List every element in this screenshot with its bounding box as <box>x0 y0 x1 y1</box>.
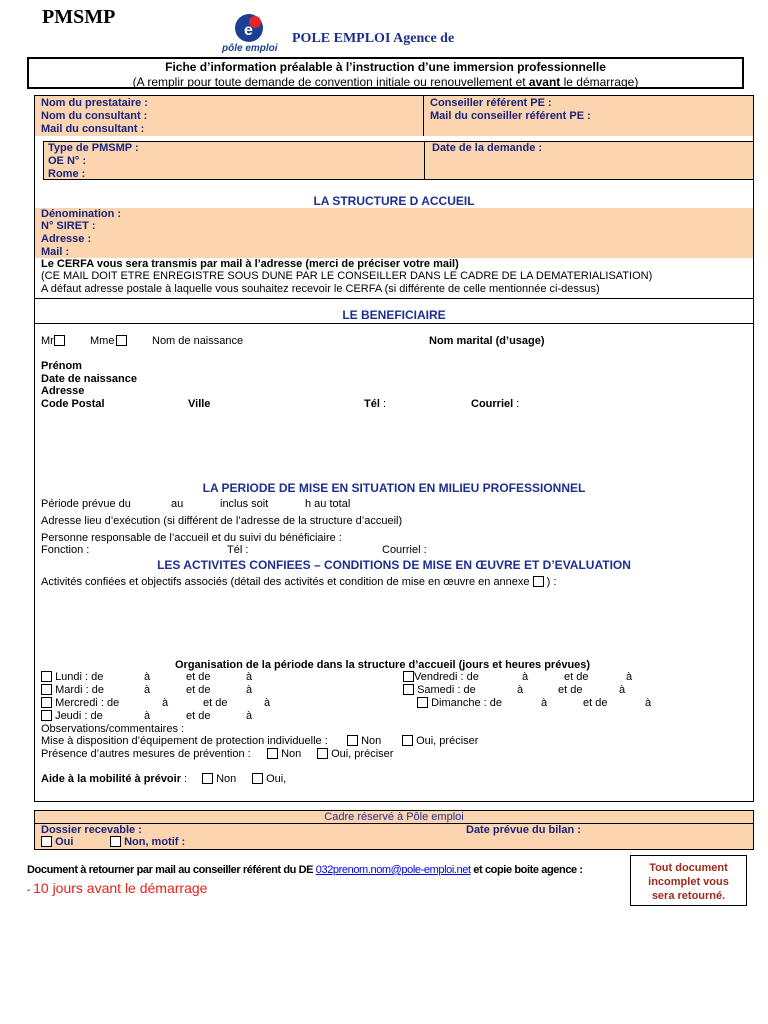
ville[interactable]: Ville <box>188 398 211 410</box>
title-line2-a: (A remplir pour toute demande de convention initiale ou renouvellement et <box>132 75 529 89</box>
retour-instructions <box>27 864 583 876</box>
day-mardi[interactable] <box>41 684 104 696</box>
aide-non-checkbox[interactable] <box>202 773 213 784</box>
et-de-label: et de <box>203 697 228 709</box>
aide-mobilite-label: Aide à la mobilité à prévoir <box>41 773 181 785</box>
cerfa-line1: Le CERFA vous sera transmis par mail à l’adresse (merci de préciser votre mail) <box>41 258 459 270</box>
adresse-lieu-execution[interactable]: Adresse lieu d’exécution (si différent de l’adresse de la structure d’accueil) <box>41 515 403 527</box>
day-label: Samedi : <box>417 684 461 696</box>
date-naissance[interactable]: Date de naissance <box>41 373 137 385</box>
a-label: à <box>162 697 169 709</box>
day-vendredi[interactable] <box>403 671 479 683</box>
section-beneficiaire-heading: LE BENEFICIAIRE <box>342 308 446 322</box>
day-lundi[interactable] <box>41 671 103 683</box>
date-demande[interactable]: Date de la demande : <box>432 142 543 154</box>
agency-email-link[interactable]: 032prenom.nom@pole-emploi.net <box>315 864 471 876</box>
dossier-recevable: Dossier recevable : <box>41 824 142 836</box>
conseiller-referent[interactable]: Conseiller référent PE : <box>430 97 552 109</box>
a-label: à <box>246 684 253 696</box>
de-label: de <box>91 684 104 696</box>
non-motif-label: Non, motif : <box>124 836 186 848</box>
periode-prevue-label: Période prévue du <box>41 498 131 510</box>
periode-inclus-label: inclus soit <box>220 498 269 510</box>
divider <box>34 323 754 324</box>
et-de-label: et de <box>558 684 583 696</box>
day-label: Lundi : <box>55 671 89 683</box>
de-label: de <box>90 710 103 722</box>
oui-label: Oui, <box>266 773 287 785</box>
mr-checkbox[interactable] <box>54 335 65 346</box>
pmsmp-block <box>43 141 754 180</box>
nom-consultant[interactable]: Nom du consultant : <box>41 110 148 122</box>
responsable-tel[interactable]: Tél : <box>227 544 249 556</box>
de-label: de <box>107 697 120 709</box>
tel-label: Tél <box>364 398 380 410</box>
a-label: à <box>144 671 151 683</box>
mail-consultant[interactable]: Mail du consultant : <box>41 123 145 135</box>
code-postal[interactable]: Code Postal <box>41 398 105 410</box>
annexe-checkbox[interactable] <box>533 576 544 587</box>
et-de-label: et de <box>186 671 211 683</box>
de-label: de <box>466 671 479 683</box>
a-label: à <box>522 671 529 683</box>
retour-text-b: et copie boite agence : <box>470 864 583 876</box>
periode-total-hours: h au total <box>305 498 351 510</box>
day-label: Jeudi : <box>55 710 88 722</box>
pmsmp-divider <box>424 141 425 180</box>
et-de-label: et de <box>564 671 589 683</box>
day-mercredi[interactable] <box>41 697 119 709</box>
epi-oui[interactable] <box>402 735 478 747</box>
cerfa-line2: (CE MAIL DOIT ETRE ENREGISTRE SOUS DUNE PAR LE CONSEILLER DANS LE CADRE DE LA DEMATERIALISATION) <box>41 270 653 282</box>
day-dimanche[interactable] <box>417 697 502 709</box>
date-bilan[interactable]: Date prévue du bilan : <box>466 824 581 836</box>
section-periode-heading: LA PERIODE DE MISE EN SITUATION EN MILIEU PROFESSIONNEL <box>202 481 586 495</box>
responsable-fonction[interactable]: Fonction : <box>41 544 90 556</box>
mme-label: Mme <box>90 335 115 347</box>
day-checkbox[interactable] <box>41 697 52 708</box>
day-checkbox[interactable] <box>41 684 52 695</box>
beneficiaire-courriel[interactable] <box>471 398 519 410</box>
siret[interactable]: N° SIRET : <box>41 220 96 232</box>
day-checkbox[interactable] <box>41 710 52 721</box>
mr-option[interactable] <box>41 335 65 347</box>
cadre-heading: Cadre réservé à Pôle emploi <box>324 811 464 823</box>
a-label: à <box>517 684 524 696</box>
rome-code[interactable]: Rome : <box>48 168 86 180</box>
section-activites-heading: LES ACTIVITES CONFIEES – CONDITIONS DE MISE EN ŒUVRE ET D’EVALUATION <box>157 558 631 572</box>
structure-block <box>35 208 753 258</box>
de-label: de <box>463 684 476 696</box>
epi-non[interactable] <box>347 735 381 747</box>
structure-adresse[interactable]: Adresse : <box>41 233 92 245</box>
prevention-oui-checkbox[interactable] <box>317 748 328 759</box>
mme-checkbox[interactable] <box>116 335 127 346</box>
nom-marital[interactable]: Nom marital (d’usage) <box>429 335 545 347</box>
epi-question <box>41 735 328 747</box>
prevention-non[interactable] <box>267 748 301 760</box>
day-checkbox[interactable] <box>417 697 428 708</box>
personne-responsable[interactable]: Personne responsable de l’accueil et du suivi du bénéficiaire : <box>41 532 342 544</box>
oui-label: Oui <box>55 836 74 848</box>
title-line2-c: le démarrage) <box>560 75 639 89</box>
day-label: Mardi : <box>55 684 89 696</box>
section-structure-heading: LA STRUCTURE D ACCUEIL <box>313 194 475 208</box>
activites-text-end: ) : <box>543 576 557 588</box>
day-label: Dimanche : <box>431 697 487 709</box>
dossier-non[interactable] <box>110 836 185 848</box>
dossier-non-checkbox[interactable] <box>110 836 121 847</box>
mr-label: Mr <box>41 335 54 347</box>
day-checkbox[interactable] <box>41 671 52 682</box>
mail-conseiller[interactable]: Mail du conseiller référent PE : <box>430 110 591 122</box>
day-checkbox[interactable] <box>403 671 414 682</box>
prevention-non-checkbox[interactable] <box>267 748 278 759</box>
et-de-label: et de <box>583 697 608 709</box>
beneficiaire-tel[interactable] <box>364 398 386 410</box>
a-label: à <box>144 684 151 696</box>
observations[interactable]: Observations/commentaires : <box>41 723 185 735</box>
nom-naissance[interactable]: Nom de naissance <box>152 335 244 347</box>
a-label: à <box>645 697 652 709</box>
beneficiaire-adresse[interactable]: Adresse <box>41 385 85 397</box>
mme-option[interactable] <box>90 335 127 347</box>
divider <box>34 298 754 299</box>
day-samedi[interactable] <box>403 684 476 696</box>
prevention-oui[interactable] <box>317 748 393 760</box>
a-label: à <box>626 671 633 683</box>
prevention-question: Présence d’autres mesures de prévention : <box>41 748 251 760</box>
tel-colon: : <box>379 398 387 410</box>
title-line1: Fiche d’information préalable à l’instruction d’une immersion professionnelle <box>165 60 606 74</box>
activites-text: Activités confiées et objectifs associés (détail des activités et condition de mise en œuvre en annexe <box>41 576 530 588</box>
aide-oui[interactable] <box>252 773 286 785</box>
day-jeudi[interactable] <box>41 710 103 722</box>
activites-confiees[interactable] <box>41 576 556 588</box>
et-de-label: et de <box>186 684 211 696</box>
warning-box: Tout document incomplet vous sera retourné. <box>630 855 747 906</box>
courriel-colon: : <box>513 398 520 410</box>
a-label: à <box>246 710 253 722</box>
type-pmsmp[interactable]: Type de PMSMP : <box>48 142 139 154</box>
epi-label: Mise à disposition d’équipement de protection individuelle : <box>41 735 328 747</box>
title-line2 <box>29 75 742 90</box>
a-label: à <box>264 697 271 709</box>
day-checkbox[interactable] <box>403 684 414 695</box>
pole-emploi-logo <box>222 12 280 56</box>
title-line2-emph: avant <box>528 75 561 89</box>
divider <box>34 823 754 824</box>
periode-au-label: au <box>171 498 184 510</box>
denomination[interactable]: Dénomination : <box>41 208 122 220</box>
delai-dash: - <box>27 885 34 896</box>
a-label: à <box>246 671 253 683</box>
oui-preciser-label: Oui, préciser <box>331 748 394 760</box>
aide-colon: : <box>181 773 188 785</box>
epi-oui-checkbox[interactable] <box>402 735 413 746</box>
agency-title: POLE EMPLOI Agence de <box>292 31 455 46</box>
logo-text: pôle emploi <box>222 43 278 54</box>
day-label: Vendredi : <box>414 671 464 683</box>
a-label: à <box>144 710 151 722</box>
organisation-heading: Organisation de la période dans la structure d’accueil (jours et heures prévues) <box>175 659 591 671</box>
dossier-oui-checkbox[interactable] <box>41 836 52 847</box>
aide-mobilite <box>41 773 187 785</box>
a-label: à <box>619 684 626 696</box>
form-code: PMSMP <box>42 6 116 28</box>
title-box <box>27 57 744 89</box>
nom-prestataire[interactable]: Nom du prestataire : <box>41 97 148 109</box>
day-label: Mercredi : <box>55 697 104 709</box>
non-label: Non <box>216 773 237 785</box>
structure-mail[interactable]: Mail : <box>41 246 70 258</box>
prestataire-divider <box>423 96 424 136</box>
de-label: de <box>91 671 104 683</box>
oe-number[interactable]: OE N° : <box>48 155 87 167</box>
et-de-label: et de <box>186 710 211 722</box>
svg-text:e: e <box>244 22 253 39</box>
non-label: Non <box>281 748 302 760</box>
aide-non[interactable] <box>202 773 236 785</box>
dix-jours-text: 10 jours avant le démarrage <box>33 880 208 896</box>
de-label: de <box>489 697 503 709</box>
courriel-label: Courriel <box>471 398 514 410</box>
epi-non-checkbox[interactable] <box>347 735 358 746</box>
aide-oui-checkbox[interactable] <box>252 773 263 784</box>
responsable-courriel[interactable]: Courriel : <box>382 544 427 556</box>
prenom[interactable]: Prénom <box>41 360 82 372</box>
a-label: à <box>541 697 548 709</box>
retour-text-a: Document à retourner par mail au conseiller référent du DE <box>27 864 316 876</box>
cerfa-line3: A défaut adresse postale à laquelle vous souhaitez recevoir le CERFA (si différente de celle mentionnée ci-dessus) <box>41 283 600 295</box>
oui-preciser-label: Oui, préciser <box>416 735 479 747</box>
dossier-oui[interactable] <box>41 836 73 848</box>
delai-line <box>27 880 207 896</box>
non-label: Non <box>361 735 382 747</box>
